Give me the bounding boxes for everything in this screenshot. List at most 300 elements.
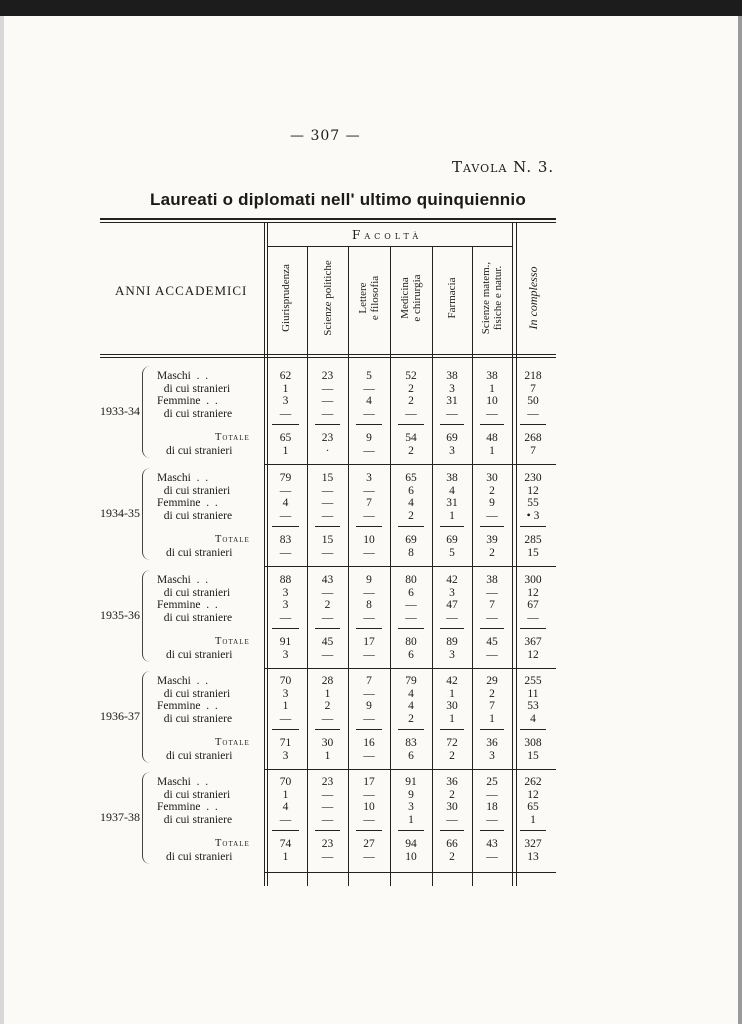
scan-left-edge [0, 16, 4, 1024]
table-cell: 4 [449, 484, 455, 497]
totale-label: Totale [215, 636, 250, 647]
table-cell: 23 [321, 370, 334, 382]
subtotal-rule [315, 729, 340, 730]
row-label: Femmine . . [157, 599, 218, 611]
table-cell: 52 [405, 370, 417, 382]
table-cell: 2 [489, 484, 495, 497]
table-cell: • 3 [526, 509, 540, 522]
row-label: di cui straniere [158, 712, 233, 725]
table-cell: — [321, 788, 334, 801]
totale-stranieri-cell: · [325, 445, 330, 457]
academic-year-1937-38: 1937-38 [100, 810, 140, 824]
totale-stranieri-label: di cui stranieri [166, 547, 233, 559]
totale-cell: 268 [524, 432, 542, 444]
table-cell: 3 [282, 599, 289, 611]
table-cell: 4 [408, 687, 414, 700]
row-label: Maschi . . [157, 370, 209, 382]
column-header-line: fisiche e natur. [492, 265, 504, 331]
table-cell: — [363, 813, 375, 826]
subtotal-rule [480, 830, 504, 831]
academic-year-1934-35: 1934-35 [100, 506, 140, 520]
table-cell: 12 [527, 484, 539, 497]
table-cell: — [321, 484, 334, 497]
table-cell: 4 [530, 712, 536, 725]
anni-accademici-header: ANNI ACCADEMICI [115, 283, 248, 298]
totale-cell: 16 [363, 737, 375, 749]
totale-stranieri-cell: — [363, 445, 375, 457]
totale-cell: 94 [405, 838, 417, 850]
totale-cell: 91 [279, 636, 292, 648]
column-header-line: In complesso [526, 266, 540, 330]
table-top-rule [100, 218, 556, 220]
totale-stranieri-cell: 13 [527, 851, 539, 863]
table-cell: 3 [366, 472, 372, 484]
row-label: di cui straniere [158, 813, 233, 826]
table-cell: 70 [279, 776, 292, 788]
table-cell: 31 [446, 395, 458, 407]
table-cell: 300 [524, 574, 542, 586]
table-cell: 262 [524, 776, 542, 788]
page-number: — 307 — [290, 128, 361, 144]
table-cell: 2 [408, 382, 414, 395]
subtotal-rule [520, 628, 546, 629]
totale-cell: 45 [321, 636, 334, 648]
table-top-rule-inner [100, 222, 556, 223]
row-label: di cui straniere [158, 407, 233, 420]
table-cell: 42 [446, 574, 458, 586]
table-cell: 91 [405, 776, 417, 788]
table-cell: 7 [366, 497, 372, 509]
table-cell: 4 [282, 801, 289, 813]
subtotal-rule [272, 628, 299, 629]
totale-cell: 15 [321, 534, 334, 546]
totale-stranieri-cell: 10 [405, 851, 417, 863]
table-cell: — [405, 599, 417, 611]
row-label: di cui stranieri [158, 382, 231, 395]
table-cell: 1 [449, 712, 455, 725]
totale-stranieri-cell: 6 [408, 649, 414, 661]
table-cell: 7 [530, 382, 536, 395]
subtotal-rule [398, 424, 424, 425]
year-brace [142, 570, 153, 662]
year-brace [142, 366, 153, 458]
table-cell: — [527, 611, 539, 624]
table-cell: 30 [446, 801, 458, 813]
row-label: di cui straniere [158, 509, 233, 522]
table-cell: 4 [366, 395, 372, 407]
totale-cell: 83 [279, 534, 292, 546]
table-cell: 7 [489, 700, 495, 712]
column-header-line: Scienze politiche [321, 260, 334, 336]
totale-stranieri-label: di cui stranieri [166, 750, 233, 762]
table-cell: 11 [527, 687, 539, 700]
subtotal-rule [356, 830, 382, 831]
subtotal-rule [398, 830, 424, 831]
totale-stranieri-cell: — [321, 851, 334, 863]
table-cell: 1 [324, 687, 331, 700]
totale-stranieri-cell: — [363, 750, 375, 762]
column-header-0 [280, 248, 292, 348]
totale-stranieri-cell: 6 [408, 750, 414, 762]
totale-cell: 17 [363, 636, 375, 648]
totale-stranieri-cell: 1 [282, 851, 289, 863]
totale-cell: 69 [446, 534, 458, 546]
subtotal-rule [272, 424, 299, 425]
totale-stranieri-cell: — [279, 547, 292, 559]
totale-cell: 30 [321, 737, 334, 749]
totale-stranieri-cell: 2 [408, 445, 414, 457]
table-cell: — [321, 611, 334, 624]
table-cell: — [279, 407, 292, 420]
table-cell: 62 [279, 370, 292, 382]
table-cell: — [363, 484, 375, 497]
column-header-line: e filosofia [369, 275, 381, 321]
table-cell: 15 [321, 472, 334, 484]
subtotal-rule [356, 628, 382, 629]
table-cell: 3 [449, 382, 455, 395]
totale-stranieri-label: di cui stranieri [166, 649, 233, 661]
totale-cell: 43 [486, 838, 498, 850]
totale-cell: 10 [363, 534, 375, 546]
totale-cell: 9 [366, 432, 372, 444]
table-cell: 3 [408, 801, 414, 813]
totale-cell: 71 [279, 737, 292, 749]
totale-stranieri-cell: 3 [282, 649, 289, 661]
table-cell: 1 [282, 700, 289, 712]
header-bottom-rule-inner [100, 357, 556, 358]
table-cell: — [486, 586, 498, 599]
table-cell: — [321, 509, 334, 522]
year-brace [142, 468, 153, 560]
table-cell: 38 [446, 472, 458, 484]
totale-cell: 72 [446, 737, 458, 749]
totale-stranieri-cell: 15 [527, 547, 539, 559]
totale-stranieri-label: di cui stranieri [166, 851, 233, 863]
subtotal-rule [356, 729, 382, 730]
row-label: di cui stranieri [158, 687, 231, 700]
table-cell: 38 [486, 370, 498, 382]
totale-stranieri-cell: 2 [449, 750, 455, 762]
table-cell: — [527, 407, 539, 420]
table-cell: 55 [527, 497, 539, 509]
table-cell: 6 [408, 484, 414, 497]
table-cell: 3 [282, 395, 289, 407]
column-header-4 [446, 248, 458, 348]
table-cell: 29 [486, 675, 498, 687]
table-bottom-rule [264, 872, 556, 873]
subtotal-rule [398, 526, 424, 527]
row-label: Maschi . . [157, 776, 209, 788]
table-cell: 1 [489, 712, 495, 725]
subtotal-rule [398, 628, 424, 629]
totale-stranieri-cell: 1 [489, 445, 495, 457]
totale-stranieri-cell: 3 [449, 445, 455, 457]
subtotal-rule [356, 526, 382, 527]
table-cell: 2 [324, 599, 331, 611]
academic-year-1933-34: 1933-34 [100, 404, 140, 418]
totale-stranieri-cell: 1 [324, 750, 331, 762]
subtotal-rule [520, 830, 546, 831]
column-header-2 [357, 248, 381, 348]
subtotal-rule [480, 526, 504, 527]
table-cell: 28 [321, 675, 334, 687]
table-cell: — [279, 813, 292, 826]
totale-cell: 285 [524, 534, 542, 546]
subtotal-rule [315, 628, 340, 629]
table-cell: 23 [321, 776, 334, 788]
table-cell: — [486, 813, 498, 826]
totale-stranieri-cell: — [486, 851, 498, 863]
totale-stranieri-cell: — [363, 547, 375, 559]
table-cell: — [405, 407, 417, 420]
column-header-5 [480, 248, 504, 348]
subtotal-rule [315, 526, 340, 527]
totale-cell: 74 [279, 838, 292, 850]
subtotal-rule [272, 830, 299, 831]
table-cell: — [446, 813, 458, 826]
table-cell: — [363, 407, 375, 420]
totale-cell: 23 [321, 838, 334, 850]
year-brace [142, 772, 153, 864]
table-cell: — [321, 712, 334, 725]
table-cell: — [363, 509, 375, 522]
subtotal-rule [480, 628, 504, 629]
table-cell: 47 [446, 599, 458, 611]
totale-stranieri-cell: 7 [530, 445, 536, 457]
column-header-3 [399, 248, 423, 348]
totale-cell: 69 [405, 534, 417, 546]
table-cell: — [486, 509, 498, 522]
table-cell: — [446, 407, 458, 420]
table-cell: 218 [524, 370, 542, 382]
table-cell: 1 [530, 813, 536, 826]
table-cell: 9 [489, 497, 495, 509]
table-cell: — [363, 382, 375, 395]
table-cell: 42 [446, 675, 458, 687]
column-header-6 [527, 248, 539, 348]
totale-cell: 308 [524, 737, 542, 749]
subtotal-rule [480, 424, 504, 425]
totale-cell: 27 [363, 838, 375, 850]
table-cell: — [363, 611, 375, 624]
totale-cell: 23 [321, 432, 334, 444]
totale-stranieri-cell: 3 [449, 649, 455, 661]
subtotal-rule [480, 729, 504, 730]
totale-stranieri-cell: 3 [489, 750, 495, 762]
totale-stranieri-cell: — [486, 649, 498, 661]
table-cell: — [363, 712, 375, 725]
table-cell: — [279, 484, 292, 497]
totale-cell: 327 [524, 838, 542, 850]
table-cell: 1 [449, 687, 455, 700]
table-cell: 30 [446, 700, 458, 712]
table-cell: 3 [282, 586, 289, 599]
row-label: di cui stranieri [158, 788, 231, 801]
totale-cell: 69 [446, 432, 458, 444]
totale-cell: 45 [486, 636, 498, 648]
column-header-line: Lettere [357, 282, 369, 314]
table-cell: 8 [366, 599, 372, 611]
totale-stranieri-cell: — [363, 649, 375, 661]
table-cell: 1 [282, 788, 289, 801]
table-cell: — [321, 395, 334, 407]
row-label: di cui straniere [158, 611, 233, 624]
totale-stranieri-cell: 1 [282, 445, 289, 457]
table-cell: 3 [449, 586, 455, 599]
academic-year-1935-36: 1935-36 [100, 608, 140, 622]
totale-label: Totale [215, 534, 250, 545]
table-cell: 65 [527, 801, 539, 813]
totale-cell: 83 [405, 737, 417, 749]
table-cell: 2 [324, 700, 331, 712]
subtotal-rule [356, 424, 382, 425]
table-cell: 38 [446, 370, 458, 382]
row-label: di cui stranieri [158, 484, 231, 497]
table-cell: — [279, 611, 292, 624]
table-cell: 1 [408, 813, 414, 826]
totale-stranieri-cell: 2 [449, 851, 455, 863]
table-cell: 10 [486, 395, 498, 407]
table-cell: 65 [405, 472, 417, 484]
table-cell: 2 [408, 509, 414, 522]
totale-stranieri-cell: 5 [449, 547, 455, 559]
table-cell: 230 [524, 472, 542, 484]
totale-cell: 36 [486, 737, 498, 749]
table-cell: — [405, 611, 417, 624]
subtotal-rule [520, 729, 546, 730]
row-label: Femmine . . [157, 700, 218, 712]
block-separator [264, 668, 556, 669]
subtotal-rule [272, 526, 299, 527]
academic-year-1936-37: 1936-37 [100, 709, 140, 723]
table-cell: — [321, 586, 334, 599]
table-cell: 79 [405, 675, 417, 687]
table-cell: 9 [366, 700, 372, 712]
table-cell: 1 [282, 382, 289, 395]
table-cell: 17 [363, 776, 375, 788]
table-cell: 2 [408, 395, 414, 407]
table-cell: 25 [486, 776, 498, 788]
table-cell: 5 [366, 370, 372, 382]
table-cell: 6 [408, 586, 414, 599]
totale-stranieri-label: di cui stranieri [166, 445, 233, 457]
table-cell: 9 [408, 788, 414, 801]
subtotal-rule [520, 424, 546, 425]
table-cell: 36 [446, 776, 458, 788]
row-label: Maschi . . [157, 574, 209, 586]
totale-stranieri-cell: 3 [282, 750, 289, 762]
table-cell: 70 [279, 675, 292, 687]
table-cell: — [321, 813, 334, 826]
table-cell: 4 [408, 497, 414, 509]
block-separator [264, 769, 556, 770]
table-cell: — [321, 382, 334, 395]
column-header-line: Medicina [399, 277, 411, 319]
page-title: Laureati o diplomati nell' ultimo quinquiennio [150, 190, 526, 209]
column-header-line: e chirurgia [411, 274, 423, 322]
table-cell: 3 [282, 687, 289, 700]
table-number: Tavola N. 3. [452, 158, 555, 176]
subtotal-rule [440, 526, 464, 527]
table-cell: — [486, 611, 498, 624]
column-header-line: Giurisprudenza [279, 264, 292, 332]
table-cell: — [279, 712, 292, 725]
table-cell: 2 [408, 712, 414, 725]
subtotal-rule [315, 424, 340, 425]
totale-cell: 65 [279, 432, 292, 444]
table-cell: 12 [527, 586, 539, 599]
table-cell: 18 [486, 801, 498, 813]
table-cell: 31 [446, 497, 458, 509]
totale-cell: 54 [405, 432, 417, 444]
table-cell: 9 [366, 574, 372, 586]
totale-stranieri-cell: 15 [527, 750, 539, 762]
table-cell: 38 [486, 574, 498, 586]
totale-stranieri-cell: 12 [527, 649, 539, 661]
totale-stranieri-cell: — [321, 547, 334, 559]
table-cell: 50 [527, 395, 539, 407]
subtotal-rule [315, 830, 340, 831]
block-separator [264, 464, 556, 465]
column-header-1 [322, 248, 334, 348]
table-cell: 7 [366, 675, 372, 687]
table-cell: — [279, 509, 292, 522]
table-cell: 2 [449, 788, 455, 801]
header-bottom-rule [100, 354, 556, 355]
totale-label: Totale [215, 838, 250, 849]
table-cell: 4 [408, 700, 414, 712]
table-cell: 67 [527, 599, 539, 611]
scan-right-edge [738, 16, 742, 1024]
table-cell: 79 [279, 472, 292, 484]
scan-top-border [0, 0, 742, 16]
table-cell: — [321, 497, 334, 509]
table-cell: — [486, 407, 498, 420]
table-cell: 43 [321, 574, 334, 586]
year-brace [142, 671, 153, 763]
subtotal-rule [440, 424, 464, 425]
totale-cell: 89 [446, 636, 458, 648]
table-cell: 53 [527, 700, 539, 712]
table-cell: 4 [282, 497, 289, 509]
subtotal-rule [440, 830, 464, 831]
totale-stranieri-cell: — [363, 851, 375, 863]
totale-label: Totale [215, 737, 250, 748]
table-cell: — [446, 611, 458, 624]
table-cell: 88 [279, 574, 292, 586]
column-header-line: Scienze matem., [480, 261, 492, 335]
table-cell: 1 [449, 509, 455, 522]
totale-stranieri-cell: — [321, 649, 334, 661]
totale-stranieri-cell: 8 [408, 547, 414, 559]
totale-label: Totale [215, 432, 250, 443]
table-cell: 2 [489, 687, 495, 700]
subtotal-rule [520, 526, 546, 527]
table-cell: — [486, 788, 498, 801]
totale-cell: 48 [486, 432, 498, 444]
table-cell: 255 [524, 675, 542, 687]
totale-stranieri-cell: 2 [489, 547, 495, 559]
totale-cell: 367 [524, 636, 542, 648]
totale-cell: 66 [446, 838, 458, 850]
row-label: Femmine . . [157, 497, 218, 509]
table-cell: — [363, 586, 375, 599]
subtotal-rule [272, 729, 299, 730]
row-label: Femmine . . [157, 801, 218, 813]
table-cell: — [363, 788, 375, 801]
block-separator [264, 566, 556, 567]
totale-cell: 39 [486, 534, 498, 546]
